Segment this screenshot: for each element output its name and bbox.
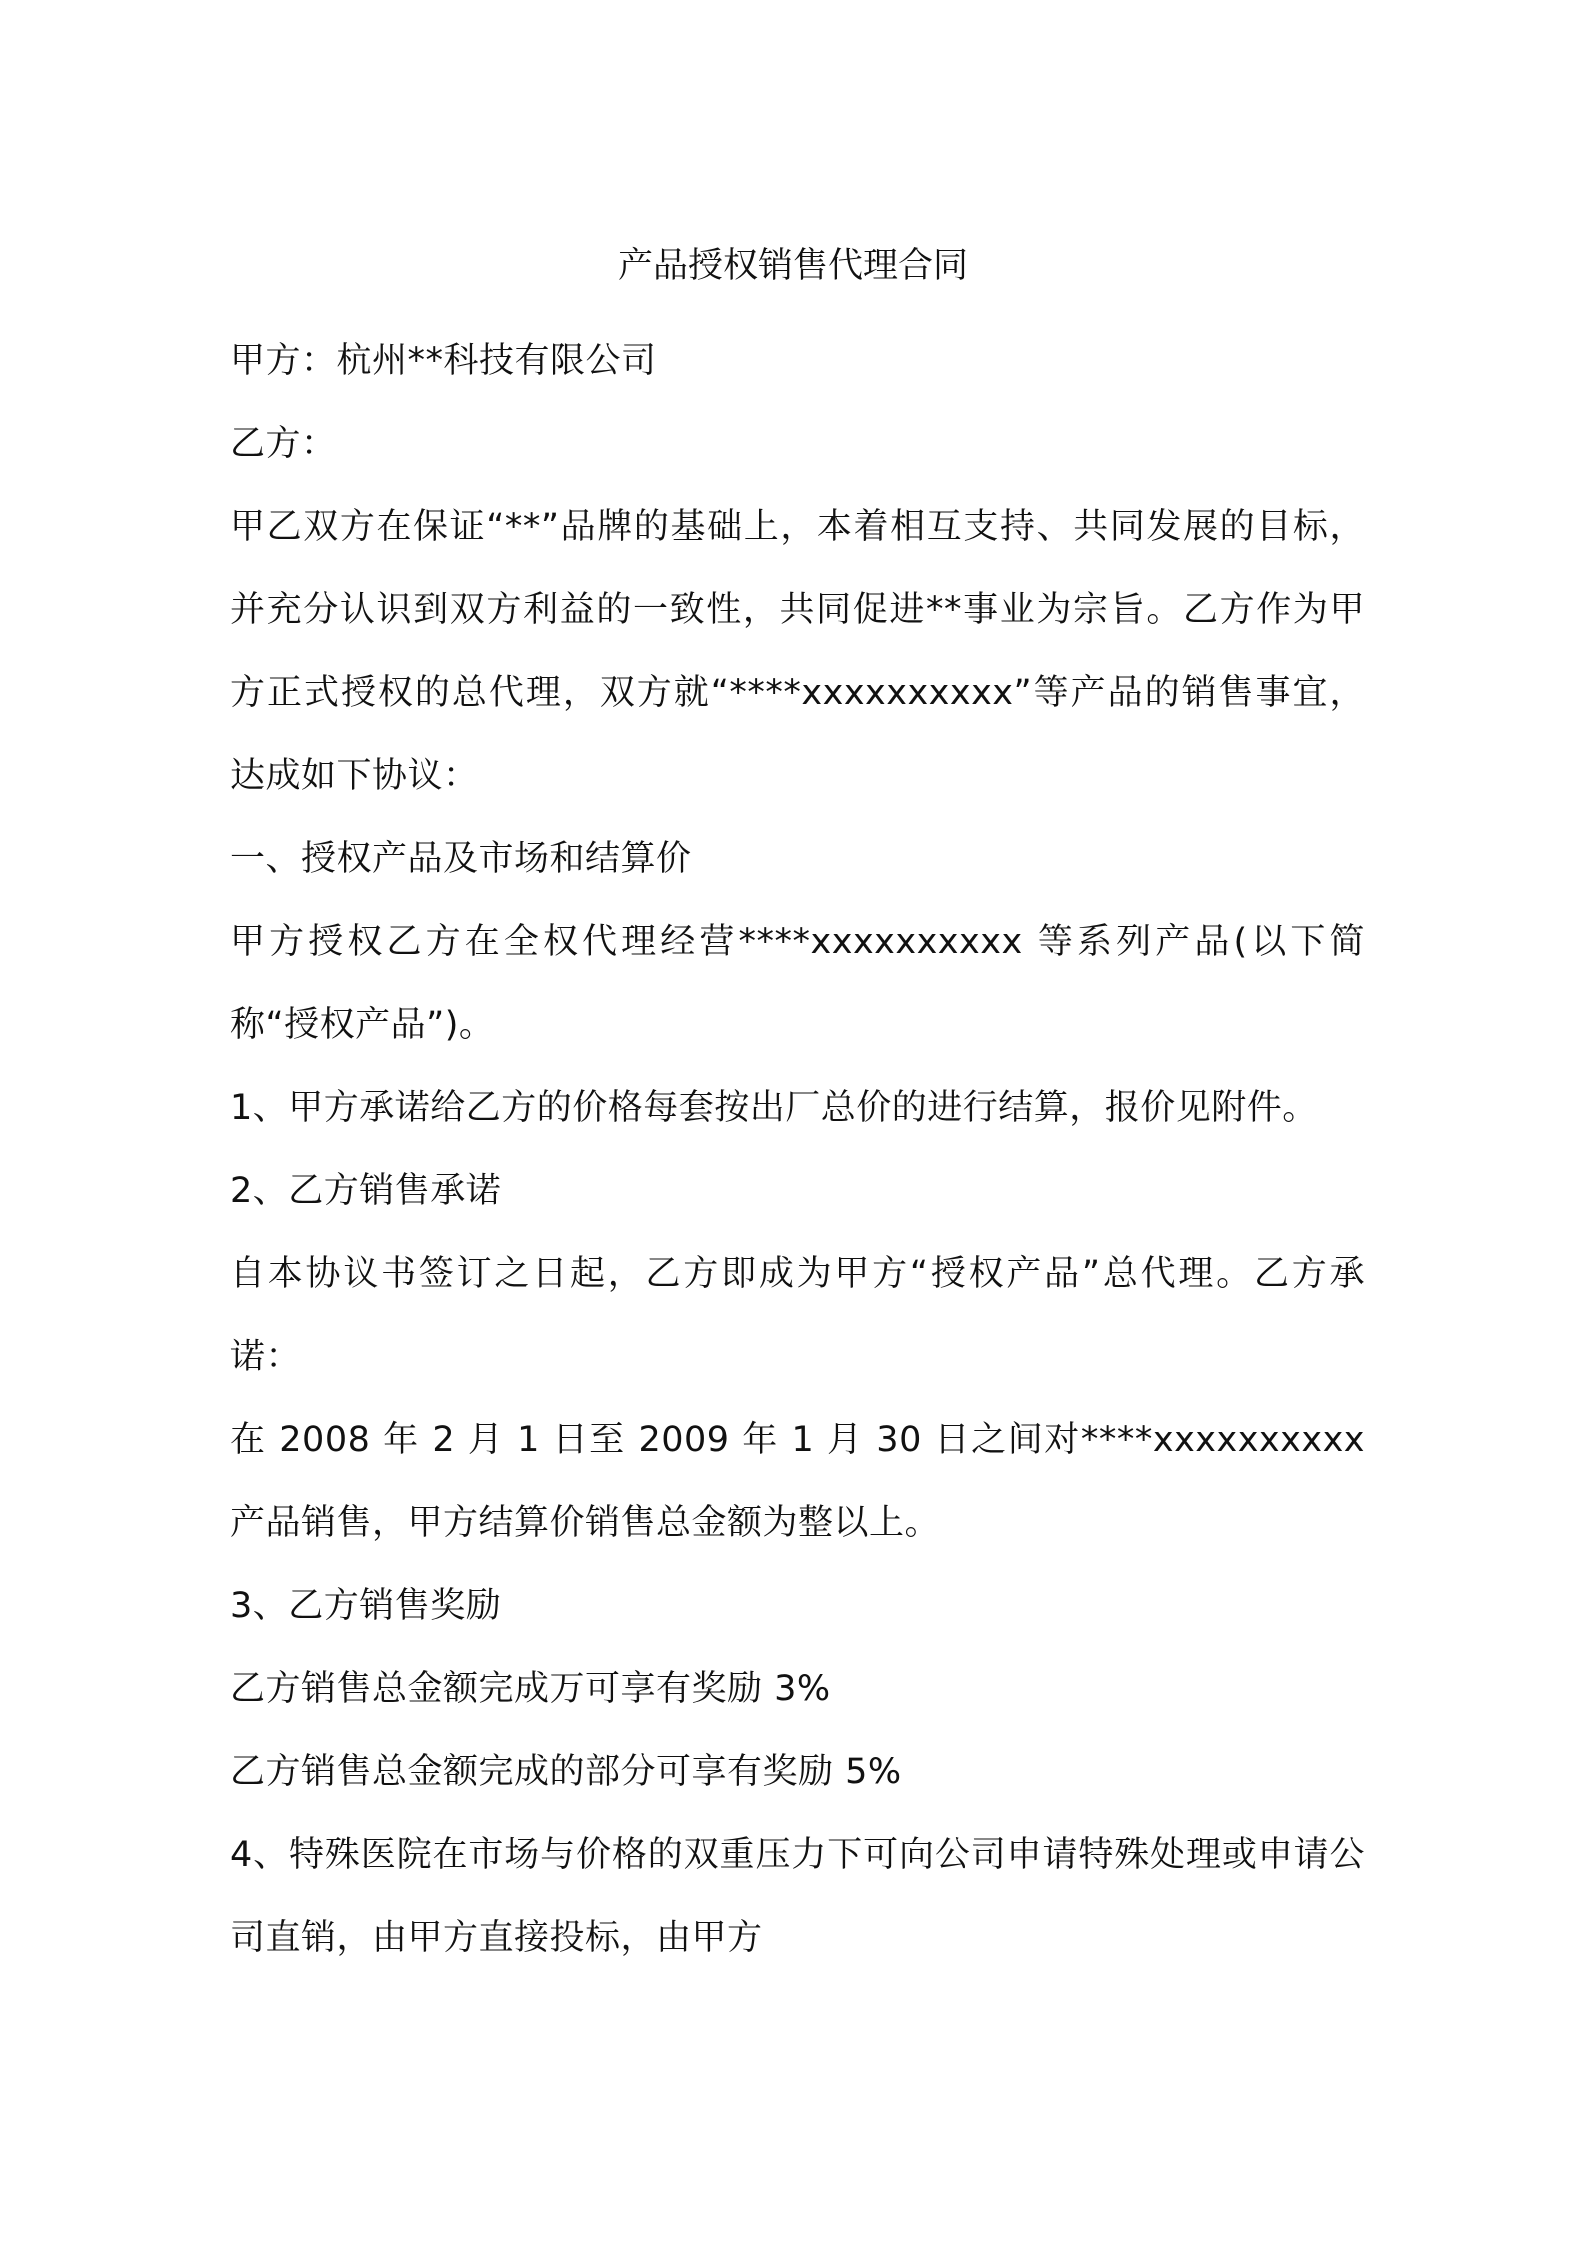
section-1-paragraph: 甲方授权乙方在全权代理经营****xxxxxxxxxx 等系列产品(以下简称“授权产品”)。 xyxy=(230,922,1365,1045)
item-2-paragraph: 自本协议书签订之日起，乙方即成为甲方“授权产品”总代理。乙方承诺： xyxy=(230,1254,1365,1377)
party-a-line: 甲方：杭州**科技有限公司 xyxy=(230,341,657,381)
item-3-line-2: 乙方销售总金额完成的部分可享有奖励 5% xyxy=(230,1752,902,1792)
preamble-paragraph: 甲乙双方在保证“**”品牌的基础上，本着相互支持、共同发展的目标，并充分认识到双方利益的一致性，共同促进**事业为宗旨。乙方作为甲方正式授权的总代理，双方就“****xxxxxxxxxx”等产品的销售事宜，达成如下协议： xyxy=(230,507,1365,796)
section-1-heading: 一、授权产品及市场和结算价 xyxy=(230,839,692,879)
item-4-paragraph: 4、特殊医院在市场与价格的双重压力下可向公司申请特殊处理或申请公司直销，由甲方直接投标，由甲方 xyxy=(230,1835,1365,1958)
item-2-heading: 2、乙方销售承诺 xyxy=(230,1171,502,1211)
item-2-detail-paragraph: 在 2008 年 2 月 1 日至 2009 年 1 月 30 日之间对****xxxxxxxxxx 产品销售，甲方结算价销售总金额为整以上。 xyxy=(230,1420,1365,1543)
item-1-paragraph: 1、甲方承诺给乙方的价格每套按出厂总价的进行结算，报价见附件。 xyxy=(230,1088,1318,1128)
contract-title: 产品授权销售代理合同 xyxy=(617,246,968,286)
item-3-line-1: 乙方销售总金额完成万可享有奖励 3% xyxy=(230,1669,831,1709)
party-b-line: 乙方： xyxy=(230,424,337,464)
contract-body xyxy=(230,320,1365,1980)
item-3-heading: 3、乙方销售奖励 xyxy=(230,1586,502,1626)
